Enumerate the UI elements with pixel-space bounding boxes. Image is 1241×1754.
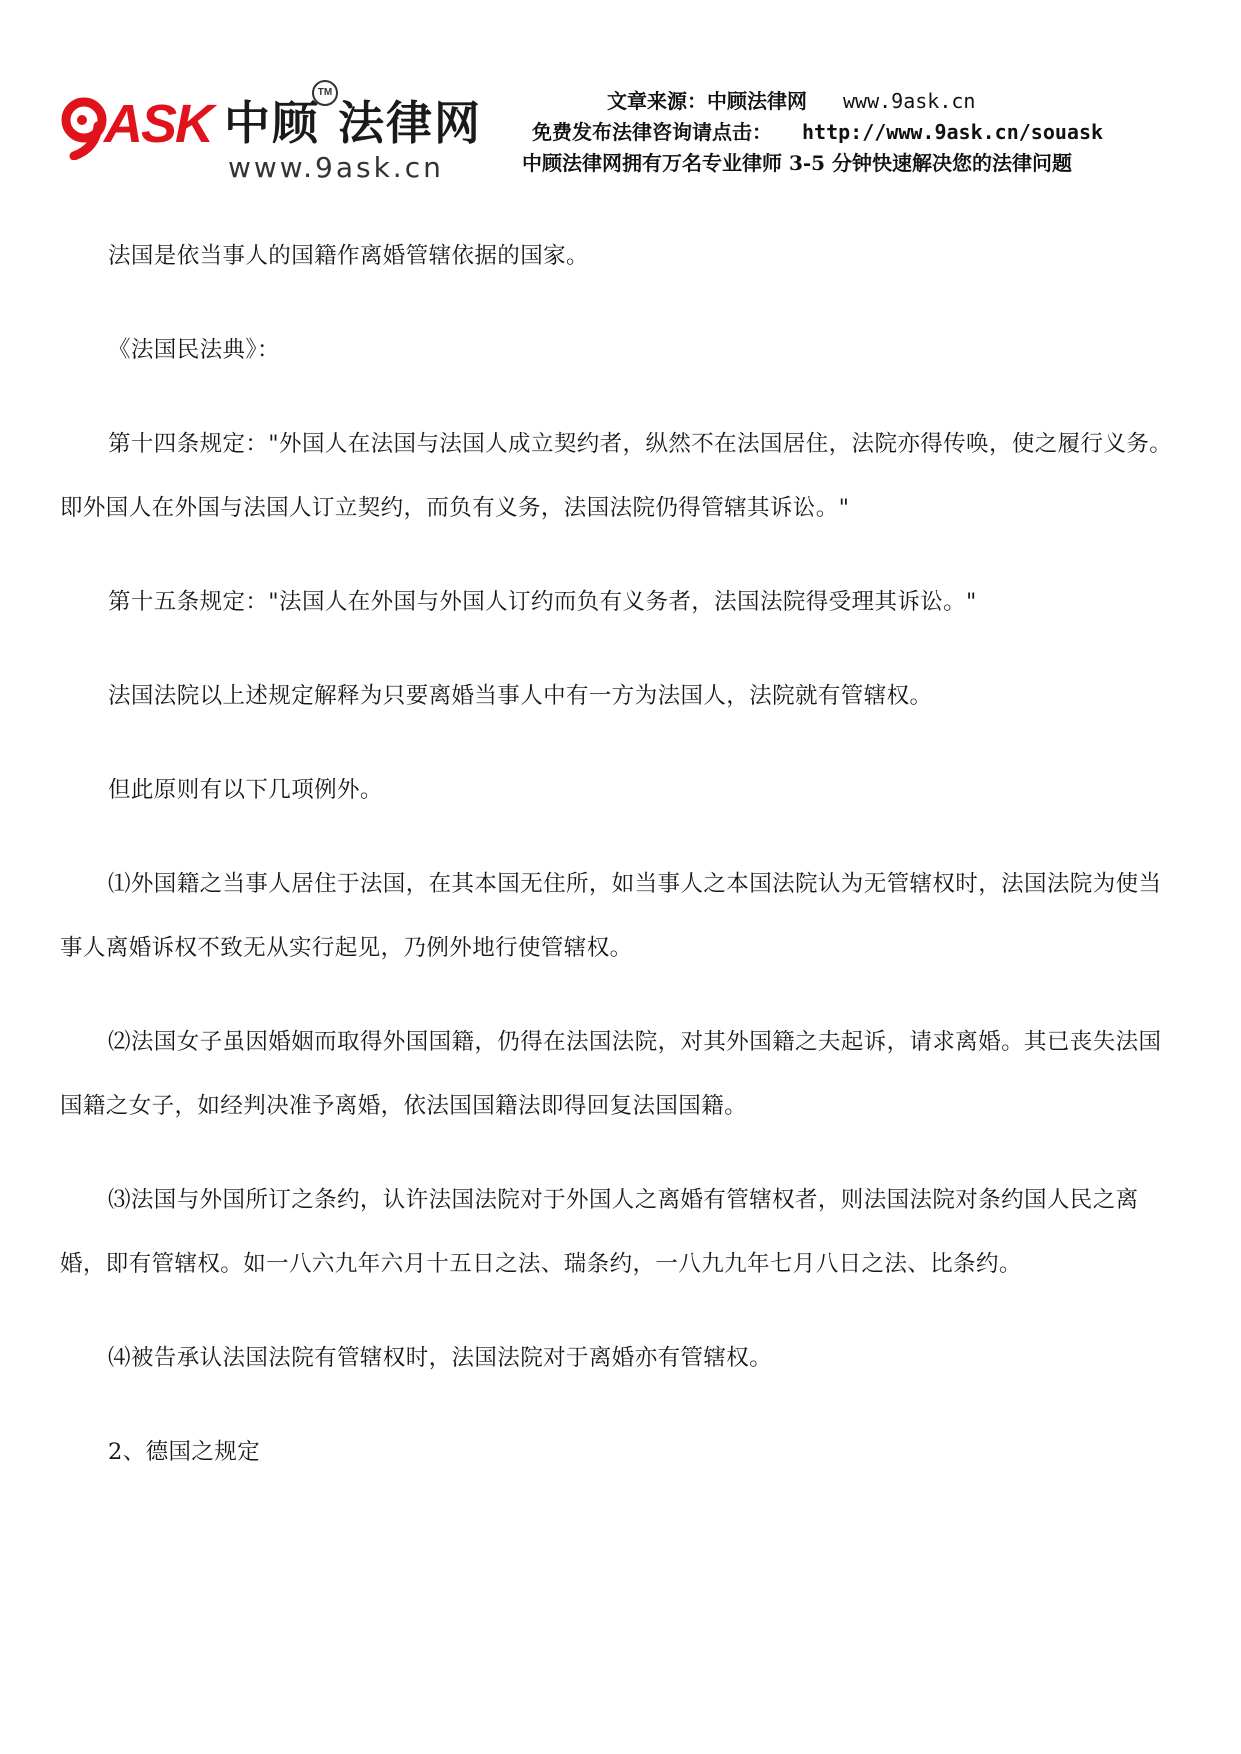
source-link[interactable]: www.9ask.cn [843, 89, 976, 113]
logo-nine-icon [58, 96, 110, 160]
article-body [60, 224, 1180, 1484]
consult-line [500, 117, 1140, 148]
paragraph: ⑴外国籍之当事人居住于法国，在其本国无住所，如当事人之本国法院认为无管辖权时，法国法院为使当事人离婚诉权不致无从实行起见，乃例外地行使管辖权。 [60, 871, 1162, 961]
source-label: 文章来源：中顾法律网 [607, 89, 807, 113]
consult-link[interactable]: http://www.9ask.cn/souask [802, 120, 1104, 144]
paragraph: 但此原则有以下几项例外。 [108, 777, 383, 803]
logo-brand-chinese: 中顾 法律网 [224, 96, 483, 150]
site-logo[interactable] [58, 80, 483, 190]
consult-label: 免费发布法律咨询请点击： [532, 120, 772, 144]
logo-brand-latin: ASK [104, 94, 213, 154]
paragraph: 第十五条规定："法国人在外国与外国人订约而负有义务者，法国法院得受理其诉讼。" [108, 589, 977, 615]
header-info [500, 86, 1140, 179]
paragraph: 第十四条规定："外国人在法国与法国人成立契约者，纵然不在法国居住，法院亦得传唤，使之履行义务。即外国人在外国与法国人订立契约，而负有义务，法国法院仍得管辖其诉讼。" [60, 431, 1173, 521]
paragraph: 《法国民法典》： [108, 337, 280, 363]
paragraph: ⑶法国与外国所订之条约，认许法国法院对于外国人之离婚有管辖权者，则法国法院对条约国人民之离婚，即有管辖权。如一八六九年六月十五日之法、瑞条约，一八九九年七月八日之法、比条约。 [60, 1187, 1139, 1277]
trademark-badge: TM [312, 80, 338, 106]
logo-url: www.9ask.cn [228, 151, 444, 184]
paragraph: ⑵法国女子虽因婚姻而取得外国国籍，仍得在法国法院，对其外国籍之夫起诉，请求离婚。其已丧失法国国籍之女子，如经判决准予离婚，依法国国籍法即得回复法国国籍。 [60, 1029, 1162, 1119]
paragraph: ⑷被告承认法国法院有管辖权时，法国法院对于离婚亦有管辖权。 [108, 1345, 773, 1371]
section-heading: 2、德国之规定 [108, 1439, 261, 1465]
page-header [0, 0, 1241, 200]
slogan: 中顾法律网拥有万名专业律师 3-5 分钟快速解决您的法律问题 [522, 151, 1073, 175]
paragraph: 法国是依当事人的国籍作离婚管辖依据的国家。 [108, 243, 589, 269]
source-line [500, 86, 1140, 117]
paragraph: 法国法院以上述规定解释为只要离婚当事人中有一方为法国人，法院就有管辖权。 [108, 683, 933, 709]
